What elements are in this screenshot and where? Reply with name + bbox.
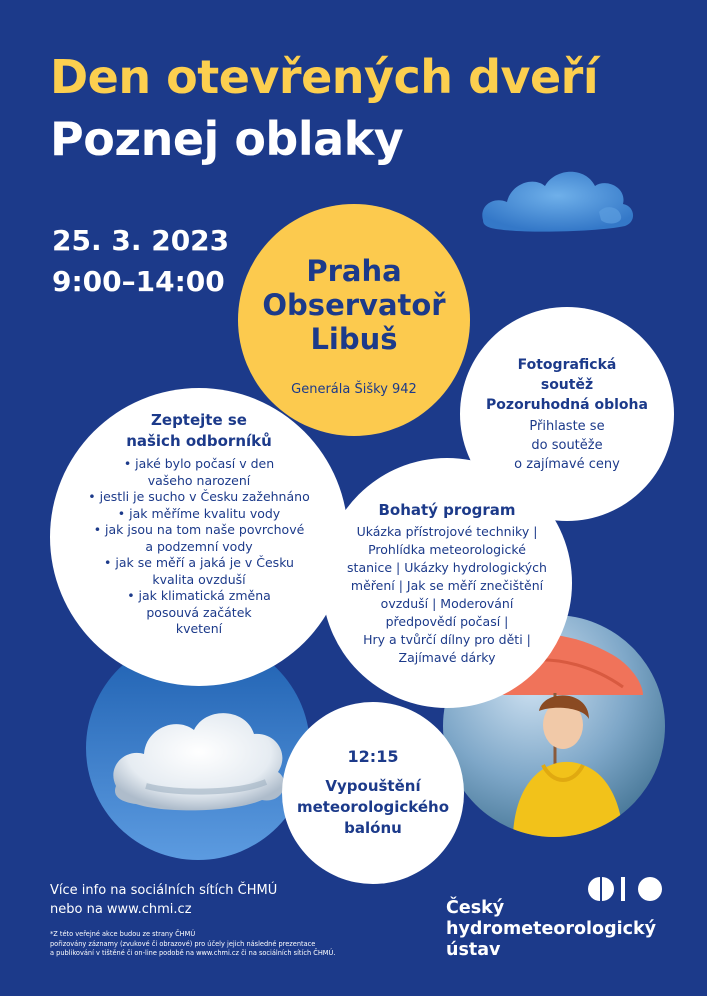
more-info-text: Více info na sociálních sítích ČHMÚ nebo na www.chmi.cz — [50, 883, 278, 917]
venue-address: Generála Šišky 942 — [291, 381, 417, 397]
photo-contest-heading: Fotografická soutěž Pozoruhodná obloha — [486, 356, 648, 413]
list-item: • jak měříme kvalitu vody — [117, 505, 281, 521]
title-line2: Poznej oblaky — [50, 112, 404, 166]
blue-cloud-illustration — [477, 162, 637, 242]
event-date: 25. 3. 2023 — [52, 224, 230, 257]
list-item: • jak jsou na tom naše povrchové a podzemní vody — [93, 522, 305, 554]
experts-circle — [50, 388, 348, 686]
list-item: • jak se měří a jaká je v Česku kvalita ovzduší — [104, 555, 294, 587]
program-circle — [322, 458, 572, 708]
title-line1: Den otevřených dveří — [50, 50, 599, 104]
list-item: • jestli je sucho v Česku zažehnáno — [88, 489, 310, 504]
venue-name: Praha Observatoř Libuš — [262, 253, 446, 356]
program-heading: Bohatý program — [378, 501, 516, 519]
program-text: Ukázka přístrojové techniky | Prohlídka meteorologické stanice | Ukázky hydrologických měření | Jak se měří znečištění ovzduší | Moderování předpovědí počasí | Hry a tvůrčí dílny pro děti | Zajímavé dárky — [347, 524, 547, 665]
event-time: 9:00–14:00 — [52, 265, 225, 298]
disclaimer-text: *Z této veřejné akce budou ze strany ČHMÚ pořizovány záznamy (zvukové či obrazové) pro účely jejich následné prezentace a publikování v tištěné či on-line podobě na www.chmi.cz či na sociálních sítích ČHMÚ. — [50, 930, 336, 957]
balloon-text: Vypouštění meteorologického balónu — [296, 777, 450, 837]
photo-contest-text: Přihlaste se do soutěže o zajímavé ceny — [514, 418, 620, 472]
list-item: • jak klimatická změna posouvá začátek kvetení — [127, 588, 271, 636]
experts-heading: Zeptejte se našich odborníků — [126, 411, 272, 450]
venue-circle — [238, 204, 470, 436]
balloon-time: 12:15 — [347, 747, 399, 766]
list-item: • jaké bylo počasí v den vašeho narození — [123, 456, 275, 488]
balloon-circle — [282, 702, 464, 884]
experts-list — [88, 456, 309, 638]
chmu-logo-text: Český hydrometeorologický ústav — [446, 898, 657, 960]
event-datetime — [52, 220, 229, 302]
